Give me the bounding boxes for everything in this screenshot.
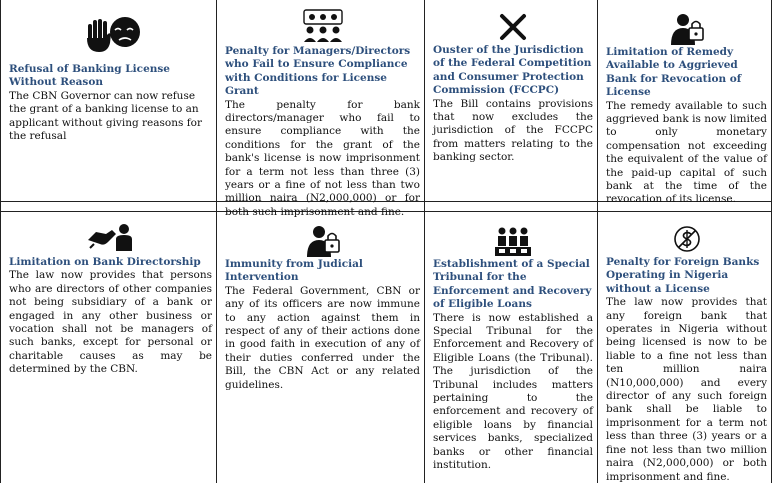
judge-lock-icon bbox=[303, 224, 343, 258]
card-limitation-directorship bbox=[1, 212, 216, 483]
judge-lock-icon bbox=[667, 12, 707, 46]
card-body: The CBN Governor can now refuse the grant of a banking license to an applicant without giving reasons for the refusal bbox=[9, 89, 202, 143]
card-title: Ouster of the Jurisdiction of the Federal Competition and Consumer Protection Commission (FCCPC) bbox=[433, 44, 592, 97]
card-title: Limitation on Bank Directorship bbox=[9, 256, 201, 268]
card-body: The Federal Government, CBN or any of its officers are now immune to any action against them in respect of any of their actions done in good faith in execution of any of their duties conferred under the Bill, the CBN Act or any related guidelines. bbox=[225, 284, 420, 391]
card-ouster-fccpc bbox=[425, 0, 597, 201]
card-refusal-license bbox=[1, 0, 216, 201]
card-body: The law now provides that any foreign bank that operates in Nigeria without being licensed is now to be liable to a fine not less than ten million naira (N10,000,000) and every director of any such foreign bank shall be liable to imprisonment for a term not less than three (3) years or a fine not less than two million naira (N2,000,000) or both imprisonment and fine. bbox=[606, 296, 767, 483]
card-special-tribunal bbox=[425, 212, 597, 483]
card-immunity-judicial bbox=[217, 212, 424, 483]
handshake-person-icon bbox=[86, 222, 136, 252]
card-body: The penalty for bank directors/manager who fail to ensure compliance with the conditions for the grant of the bank's license is now imprisonment for a term not less than three (3) years or a fine of not less than two million naira (N2,000,000) or for both such imprisonment and fine. bbox=[225, 98, 420, 218]
card-penalty-managers bbox=[217, 0, 424, 218]
card-body: There is now established a Special Tribunal for the Enforcement and Recovery of Eligible Loans (the Tribunal). The jurisdiction of the Tribunal includes matters pertaining to the enforcement and recovery of eligible loans by financial services banks, specialized banks or other financial institution. bbox=[433, 311, 593, 472]
card-title: Limitation of Remedy Available to Aggrieved Bank for Revocation of License bbox=[606, 46, 742, 99]
card-penalty-foreign-banks bbox=[598, 212, 771, 483]
managers-group-icon bbox=[301, 8, 345, 44]
stop-hand-icon bbox=[81, 10, 141, 56]
tribunal-panel-icon bbox=[493, 226, 533, 258]
x-mark-icon bbox=[498, 12, 528, 42]
no-dollar-icon bbox=[672, 224, 702, 254]
card-title: Penalty for Managers/Directors who Fail to Ensure Compliance with Conditions for License Grant bbox=[225, 45, 411, 98]
card-limitation-remedy bbox=[598, 0, 771, 206]
card-body: The Bill contains provisions that now excludes the jurisdiction of the FCCPC from matters relating to the banking sector. bbox=[433, 97, 593, 164]
card-body: The law now provides that persons who are directors of other companies not being subsidiary of a bank or engaged in any other business or vocation shall not be managers of such banks, except for personal or charitable causes as may be determined by the CBN. bbox=[9, 269, 212, 376]
card-title: Penalty for Foreign Banks Operating in Nigeria without a License bbox=[606, 256, 760, 295]
card-title: Immunity from Judicial Intervention bbox=[225, 258, 363, 284]
card-body: The remedy available to such aggrieved bank is now limited to only monetary compensation not exceeding the equivalent of the value of the paid-up capital of such bank at the time of the revocation of its license. bbox=[606, 99, 767, 206]
card-title: Establishment of a Special Tribunal for the Enforcement and Recovery of Eligible Loans bbox=[433, 258, 592, 311]
card-title: Refusal of Banking License Without Reason bbox=[9, 63, 170, 89]
